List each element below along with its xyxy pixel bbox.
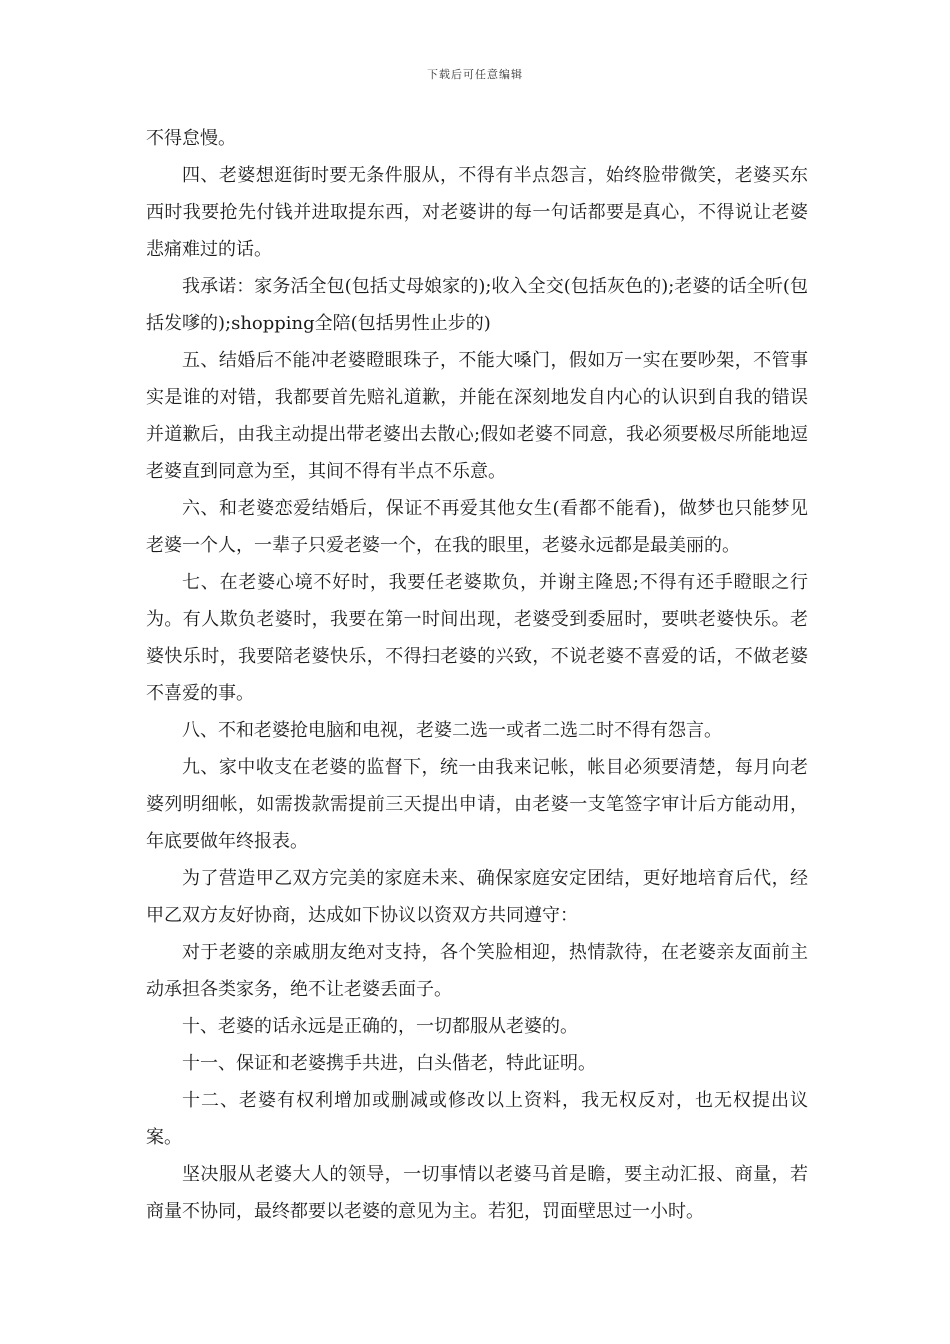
paragraph-clause-4: 四、老婆想逛街时要无条件服从，不得有半点怨言，始终脸带微笑，老婆买东西时我要抢先付钱并进取提东西，对老婆讲的每一句话都要是真心，不得说让老婆悲痛难过的话。 [146,165,808,260]
document-body [146,120,808,1230]
paragraph-clause-6: 六、和老婆恋爱结婚后，保证不再爱其他女生(看都不能看)，做梦也只能梦见老婆一个人，一辈子只爱老婆一个，在我的眼里，老婆永远都是最美丽的。 [146,498,808,556]
paragraph-clause-9: 九、家中收支在老婆的监督下，统一由我来记帐，帐目必须要清楚，每月向老婆列明细帐，如需拨款需提前三天提出申请，由老婆一支笔签字审计后方能动用，年底要做年终报表。 [146,757,808,852]
paragraph-clause-7: 七、在老婆心境不好时，我要任老婆欺负，并谢主隆恩;不得有还手瞪眼之行为。有人欺负老婆时，我要在第一时间出现，老婆受到委屈时，要哄老婆快乐。老婆快乐时，我要陪老婆快乐，不得扫老婆的兴致，不说老婆不喜爱的话，不做老婆不喜爱的事。 [146,572,808,704]
paragraph-continuation: 不得怠慢。 [146,128,236,149]
paragraph-clause-8: 八、不和老婆抢电脑和电视，老婆二选一或者二选二时不得有怨言。 [182,720,722,741]
paragraph-agreement-intro: 为了营造甲乙双方完美的家庭未来、确保家庭安定团结，更好地培育后代，经甲乙双方友好协商，达成如下协议以资双方共同遵守： [146,868,808,926]
paragraph-promise: 我承诺：家务活全包(包括丈母娘家的);收入全交(包括灰色的);老婆的话全听(包括发嗲的);shopping全陪(包括男性止步的) [146,276,808,334]
paragraph-clause-5: 五、结婚后不能冲老婆瞪眼珠子，不能大嗓门，假如万一实在要吵架，不管事实是谁的对错，我都要首先赔礼道歉，并能在深刻地发自内心的认识到自我的错误并道歉后，由我主动提出带老婆出去散心;假如老婆不同意，我必须要极尽所能地逗老婆直到同意为至，其间不得有半点不乐意。 [146,350,808,482]
page-header: 下载后可任意编辑 [427,68,523,81]
paragraph-clause-10: 十、老婆的话永远是正确的，一切都服从老婆的。 [182,1016,578,1037]
paragraph-clause-12: 十二、老婆有权利增加或删减或修改以上资料，我无权反对，也无权提出议案。 [146,1090,808,1148]
paragraph-clause-11: 十一、保证和老婆携手共进，白头偕老，特此证明。 [182,1053,596,1074]
paragraph-conclusion: 坚决服从老婆大人的领导，一切事情以老婆马首是瞻，要主动汇报、商量，若商量不协同，最终都要以老婆的意见为主。若犯，罚面壁思过一小时。 [146,1164,808,1222]
paragraph-relatives: 对于老婆的亲戚朋友绝对支持，各个笑脸相迎，热情款待，在老婆亲友面前主动承担各类家务，绝不让老婆丢面子。 [146,942,808,1000]
